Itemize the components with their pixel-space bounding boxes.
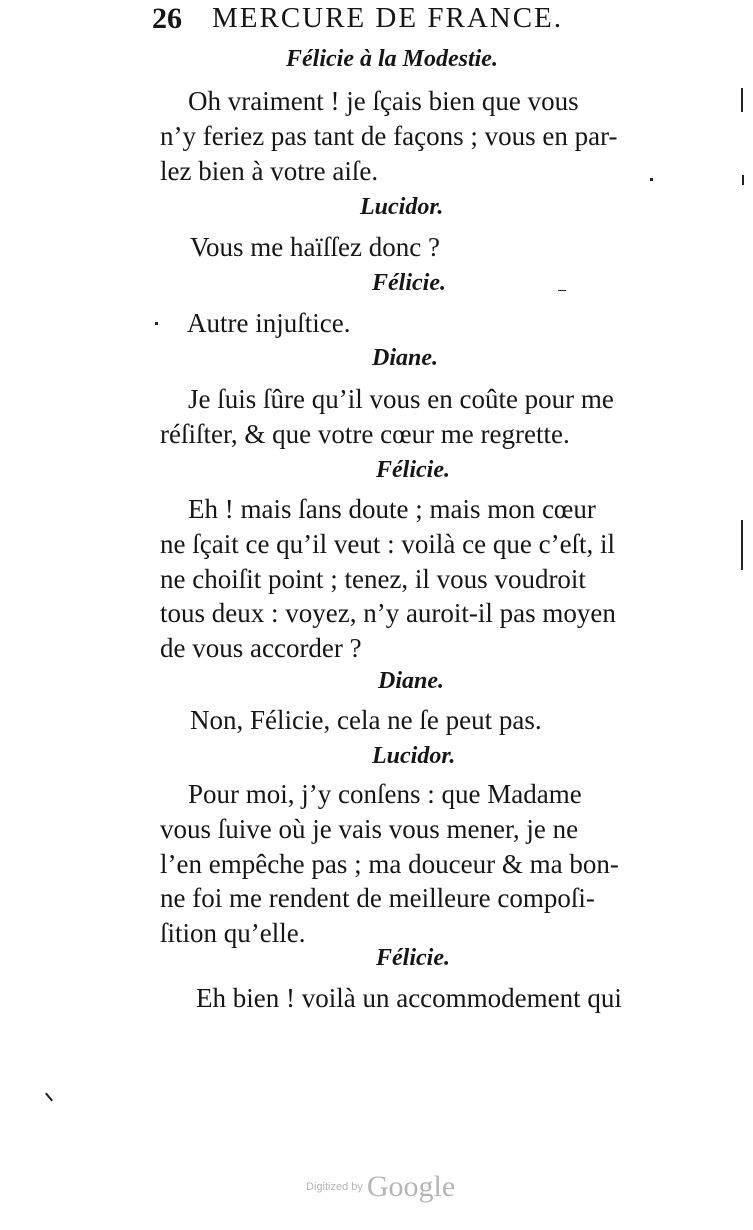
scan-mark	[45, 1093, 53, 1102]
scan-mark	[741, 88, 743, 112]
speaker-name: Lucidor.	[360, 194, 444, 220]
text-line: tous deux : voyez, n’y auroit-il pas moyen	[160, 598, 616, 628]
speaker-name: Diane.	[372, 345, 438, 371]
page-number: 26	[152, 2, 182, 35]
text-line: ne foi me rendent de meilleure compoſi-	[160, 883, 595, 913]
scan-mark	[742, 175, 744, 185]
scan-mark	[741, 520, 743, 570]
scan-mark	[558, 290, 566, 291]
text-line: ſition qu’elle.	[160, 918, 306, 948]
text-line: ne choiſit point ; tenez, il vous voudroit	[160, 564, 586, 594]
digitized-by-google-watermark	[306, 1170, 455, 1204]
text-line: ne ſçait ce qu’il veut : voilà ce que c’eſt, il	[160, 529, 616, 559]
scan-mark	[155, 322, 158, 325]
speaker-name: Félicie.	[376, 945, 450, 971]
text-line: Eh bien ! voilà un accommodement qui	[196, 983, 622, 1013]
scan-mark	[650, 178, 653, 181]
speaker-name: Félicie.	[372, 270, 446, 296]
text-line: Autre injuſtice.	[187, 308, 351, 338]
running-title: MERCURE DE FRANCE.	[212, 2, 564, 34]
text-line: vous ſuive où je vais vous mener, je ne	[160, 814, 579, 844]
text-line: Je ſuis ſûre qu’il vous en coûte pour me	[188, 384, 614, 414]
watermark-small-text: Digitized by	[306, 1181, 363, 1193]
text-line: Pour moi, j’y conſens : que Madame	[188, 779, 582, 809]
text-line: réſiſter, & que votre cœur me regrette.	[160, 419, 570, 449]
text-line: n’y feriez pas tant de façons ; vous en par-	[160, 121, 618, 151]
speaker-name: Félicie à la Modestie.	[286, 46, 498, 72]
text-line: Non, Félicie, cela ne ſe peut pas.	[190, 705, 542, 735]
watermark-logo-text: Google	[366, 1170, 456, 1203]
speaker-name: Lucidor.	[372, 743, 456, 769]
text-line: Eh ! mais ſans doute ; mais mon cœur	[188, 494, 596, 524]
text-line: lez bien à votre aiſe.	[160, 156, 379, 186]
speaker-name: Félicie.	[376, 457, 450, 483]
text-line: Vous me haïſſez donc ?	[190, 232, 440, 262]
text-line: Oh vraiment ! je ſçais bien que vous	[188, 86, 579, 116]
page-header	[152, 2, 652, 42]
text-line: l’en empêche pas ; ma douceur & ma bon-	[160, 849, 619, 879]
text-line: de vous accorder ?	[160, 633, 362, 663]
speaker-name: Diane.	[378, 668, 444, 694]
